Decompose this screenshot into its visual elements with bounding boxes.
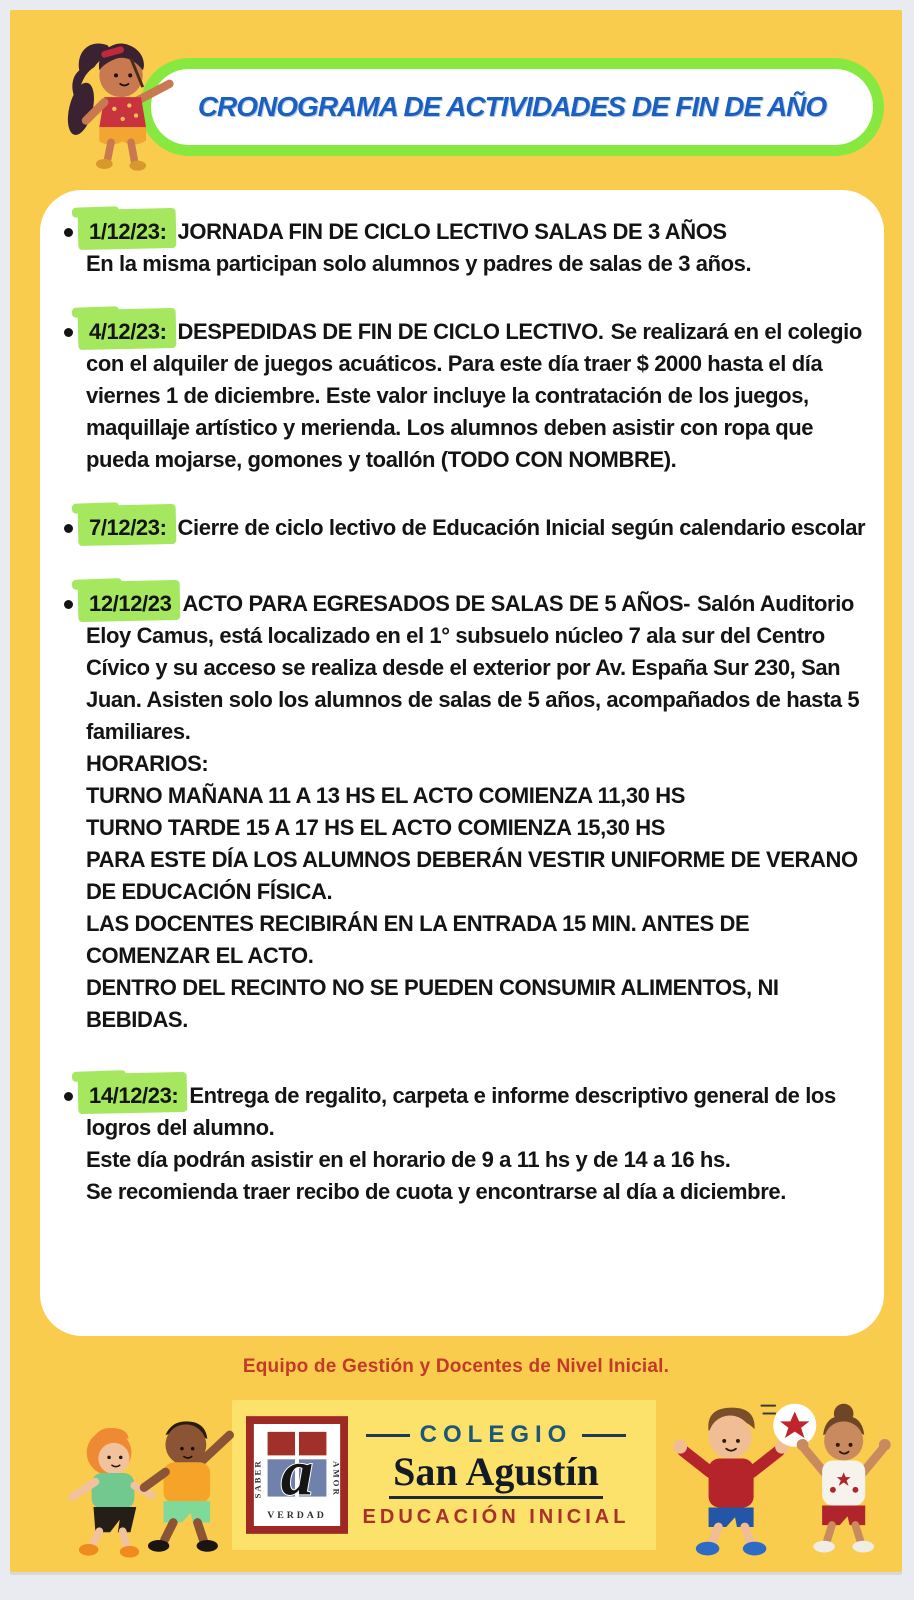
schedule-item-text xyxy=(86,216,866,280)
text-line: TURNO TARDE 15 A 17 HS EL ACTO COMIENZA 15,30 HS xyxy=(86,815,665,840)
bullet-dot xyxy=(64,600,73,609)
schedule-card xyxy=(40,190,884,1336)
header-banner xyxy=(140,58,884,156)
date-highlight: 14/12/23: xyxy=(86,1080,183,1112)
bullet-dot xyxy=(64,524,73,533)
left-rule xyxy=(366,1434,410,1437)
schedule-item-5 xyxy=(64,1080,866,1208)
text-line: Se recomienda traer recibo de cuota y encontrarse al día a diciembre. xyxy=(86,1179,786,1204)
level-label: EDUCACIÓN INICIAL xyxy=(362,1506,630,1528)
text-line: En la misma participan solo alumnos y padres de salas de 3 años. xyxy=(86,251,752,276)
crest-word-saber: SABER xyxy=(252,1459,263,1499)
schedule-item-text xyxy=(86,316,866,476)
item-body: Salón Auditorio Eloy Camus, está localizado en el 1° subsuelo núcleo 7 ala sur del Centro Cívico y su acceso se realiza desde el exterior por Av. España Sur 230, San Juan. Asisten solo los alumnos de salas de 5 años, acompañados de hasta 5 familiares. xyxy=(86,591,860,744)
page-title: CRONOGRAMA DE ACTIVIDADES DE FIN DE AÑO xyxy=(197,91,827,122)
text-line: Este día podrán asistir en el horario de 9 a 11 hs y de 14 a 16 hs. xyxy=(86,1147,731,1172)
text-line: TURNO MAÑANA 11 A 13 HS EL ACTO COMIENZA 11,30 HS xyxy=(86,783,685,808)
item-title: DESPEDIDAS DE FIN DE CICLO LECTIVO. xyxy=(177,319,604,344)
colegio-row xyxy=(366,1421,627,1449)
right-rule xyxy=(582,1434,626,1437)
date-highlight: 1/12/23: xyxy=(86,216,172,248)
crest-word-amor: AMOR xyxy=(331,1461,342,1497)
schedule-item-text xyxy=(86,512,866,544)
text-line: LAS DOCENTES RECIBIRÁN EN LA ENTRADA 15 MIN. ANTES DE COMENZAR EL ACTO. xyxy=(86,911,750,968)
school-name: San Agustín xyxy=(389,1451,603,1499)
colegio-label: COLEGIO xyxy=(419,1421,573,1448)
item-title: ACTO PARA EGRESADOS DE SALAS DE 5 AÑOS- xyxy=(182,591,691,616)
item-body: Se realizará en el colegio con el alquiler de juegos acuáticos. Para este día traer $ 2000 hasta el día viernes 1 de diciembre. Este valor incluye la contratación de los juegos, maquillaje artístico y merienda. Los alumnos deben asistir con ropa que pueda mojarse, gomones y toallón (TODO CON NOMBRE). xyxy=(86,319,862,472)
poster-background xyxy=(10,10,902,1572)
girl-with-pencil-illustration xyxy=(44,32,178,174)
bullet-dot xyxy=(64,228,73,237)
children-running-illustration xyxy=(46,1402,246,1577)
item-title: JORNADA FIN DE CICLO LECTIVO SALAS DE 3 AÑOS xyxy=(177,219,727,244)
schedule-item-3 xyxy=(64,512,866,544)
school-logo-text xyxy=(348,1421,644,1529)
bullet-dot xyxy=(64,1092,73,1101)
schedule-item-1 xyxy=(64,216,866,280)
children-cheering-illustration xyxy=(666,1390,898,1576)
item-body: Cierre de ciclo lectivo de Educación Inicial según calendario escolar xyxy=(177,515,866,540)
text-line: HORARIOS: xyxy=(86,751,209,776)
date-highlight: 12/12/23 xyxy=(86,588,176,620)
schedule-item-2 xyxy=(64,316,866,476)
date-highlight: 4/12/23: xyxy=(86,316,172,348)
crest-word-verdad: VERDAD xyxy=(267,1510,327,1522)
schedule-item-text xyxy=(86,1080,866,1208)
item-lines xyxy=(86,1144,866,1208)
text-line: DENTRO DEL RECINTO NO SE PUEDEN CONSUMIR ALIMENTOS, NI BEBIDAS. xyxy=(86,975,779,1032)
text-line: PARA ESTE DÍA LOS ALUMNOS DEBERÁN VESTIR UNIFORME DE VERANO DE EDUCACIÓN FÍSICA. xyxy=(86,847,858,904)
bullet-dot xyxy=(64,328,73,337)
schedule-item-text xyxy=(86,588,866,1036)
header-banner-inner xyxy=(151,69,873,145)
crest-letter: a xyxy=(280,1437,314,1510)
signature-line: Equipo de Gestión y Docentes de Nivel Inicial. xyxy=(242,1356,670,1377)
school-crest xyxy=(246,1415,348,1535)
date-highlight: 7/12/23: xyxy=(86,512,172,544)
school-logo-panel xyxy=(232,1400,656,1550)
item-lines xyxy=(86,248,866,280)
item-caps-lines xyxy=(86,748,866,1036)
schedule-item-4 xyxy=(64,588,866,1036)
item-body: Entrega de regalito, carpeta e informe descriptivo general de los logros del alumno. xyxy=(86,1083,836,1140)
